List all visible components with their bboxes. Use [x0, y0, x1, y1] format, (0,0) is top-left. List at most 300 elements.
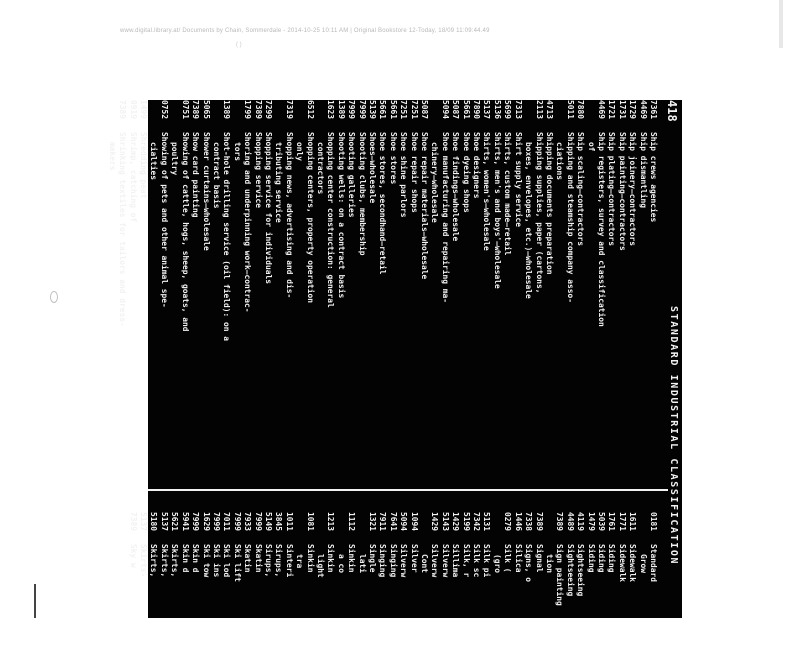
industry-name: Sky w: [128, 544, 138, 568]
index-entry: [523, 100, 533, 472]
sic-code: 1011: [284, 512, 294, 532]
industry-name: Skin d: [191, 544, 201, 573]
industry-name: Ski tow: [201, 544, 211, 578]
sic-code: 4489: [565, 512, 575, 532]
industry-name: (gro: [492, 554, 502, 574]
index-entry: [159, 100, 169, 472]
sic-code: 7251: [399, 100, 409, 120]
sic-code: 6512: [305, 100, 315, 120]
index-entry: [179, 100, 189, 472]
index-entry: [627, 100, 637, 472]
sic-code: 5094: [399, 512, 409, 532]
index-entry: [544, 512, 554, 652]
index-entry: [616, 100, 626, 472]
sic-code: 7011: [222, 512, 232, 532]
index-entry: [356, 512, 366, 652]
running-title: STANDARD INDUSTRIAL CLASSIFICATION: [668, 306, 679, 566]
sic-code: 7641: [388, 512, 398, 532]
index-entry: [273, 512, 283, 652]
industry-name: Shipping documents preparation: [544, 132, 554, 275]
index-entry: [460, 100, 470, 472]
industry-name: makers: [107, 142, 117, 171]
index-entry: [648, 100, 658, 472]
industry-name: Sinteri: [284, 544, 294, 578]
sic-code: 1389: [336, 100, 346, 120]
sic-code: 2113: [534, 100, 544, 120]
index-entry: [596, 100, 606, 472]
sic-code: 7999: [357, 100, 367, 120]
index-entry: [439, 512, 449, 652]
sic-code: 1499: [139, 100, 149, 120]
sic-code: 5065: [201, 100, 211, 120]
sic-code: 7389: [118, 100, 128, 120]
scan-subheader-text: ( ): [236, 42, 242, 48]
industry-name: ciations: [555, 142, 565, 181]
index-entry: [564, 512, 574, 652]
industry-name: Shooting galleries: [347, 132, 357, 218]
industry-name: Skin d: [180, 544, 190, 573]
sic-code: 7999: [347, 100, 357, 120]
sic-code: 5039: [596, 512, 606, 532]
index-entry: [575, 512, 585, 652]
index-entry: [263, 512, 273, 652]
sic-code: 5011: [565, 100, 575, 120]
index-entry: [273, 100, 283, 472]
industry-name: Shoe designers: [472, 132, 482, 199]
sic-code: 0919: [128, 100, 138, 120]
industry-name: tion: [544, 554, 554, 574]
sic-code: 3845: [274, 512, 284, 532]
index-entry: [367, 100, 377, 472]
sic-code: 5131: [482, 512, 492, 532]
page-number: 418: [665, 100, 679, 122]
sic-code: 5137: [482, 100, 492, 120]
index-entry: [242, 512, 252, 652]
index-entry: [252, 100, 262, 472]
industry-name: contractors: [316, 142, 325, 195]
sic-code: 5137: [159, 512, 169, 532]
index-entry: [419, 100, 429, 472]
industry-name: Shoe dyeing shops: [461, 132, 471, 213]
index-entry: [419, 512, 429, 652]
index-entry: [481, 512, 491, 652]
industry-name: Skatin: [253, 544, 263, 573]
binder-hole: [50, 291, 58, 303]
index-entry: [596, 512, 606, 652]
industry-name: lati: [357, 554, 367, 574]
index-entry: [606, 512, 616, 652]
industry-name: Skirts,: [149, 544, 159, 578]
industry-name: light: [316, 554, 325, 578]
index-entry: [512, 100, 522, 472]
industry-name: Sinkin: [347, 544, 357, 573]
industry-name: Single: [368, 544, 378, 573]
industry-name: Sightseeing: [576, 544, 586, 597]
sic-code: 5139: [368, 100, 378, 120]
sic-code: 4119: [576, 512, 586, 532]
sic-code: 5941: [180, 512, 190, 532]
sic-code: 5143: [440, 512, 450, 532]
index-entry: [585, 512, 595, 652]
sic-code: 7890: [472, 100, 482, 120]
index-entry: [533, 100, 543, 472]
sic-code: 1761: [607, 512, 617, 532]
industry-name: Ski lift: [232, 544, 242, 583]
industry-name: tra: [295, 554, 305, 569]
industry-name: Silk pi: [482, 544, 492, 578]
sic-code: 7389: [534, 512, 544, 532]
sic-code: 7299: [263, 100, 273, 120]
sic-code: 1429: [451, 512, 461, 532]
index-entry: [512, 512, 522, 652]
rotated-page-content: [107, 100, 682, 618]
industry-name: Shipping supplies, paper (cartons,: [534, 132, 544, 294]
index-entry: [616, 512, 626, 652]
industry-name: Siding: [607, 544, 617, 573]
sic-code: 7999: [253, 512, 263, 532]
industry-name: Shirt supply service: [513, 132, 523, 228]
sic-code: 7880: [576, 100, 586, 120]
industry-name: Singing: [378, 544, 388, 578]
index-entry: [283, 100, 293, 472]
sic-code: 1629: [201, 512, 211, 532]
industry-name: Shoe shine parlors: [399, 132, 409, 218]
industry-name: Silk, r: [461, 544, 471, 578]
industry-name: Silverw: [430, 544, 440, 578]
index-entry: [200, 100, 210, 472]
industry-name: Shrinking textiles for tailors and dress-: [118, 132, 128, 327]
industry-name: Siding: [586, 544, 596, 573]
sic-code: 7251: [409, 100, 419, 120]
sic-code: 1611: [628, 512, 638, 532]
industry-name: Silver: [409, 544, 419, 573]
sic-code: 1389: [222, 100, 232, 120]
sic-code: 1721: [607, 100, 617, 120]
index-entry: [450, 100, 460, 472]
index-entry: [367, 512, 377, 652]
sic-code: 1446: [513, 512, 523, 532]
index-entry: [169, 100, 179, 472]
index-entry: [387, 512, 397, 652]
industry-name: Sinkin: [326, 544, 336, 573]
industry-name: Shirts, women's—wholesale: [482, 132, 492, 251]
sic-code: 1429: [430, 512, 440, 532]
index-entry: [564, 100, 574, 472]
industry-name: Showing of pets and other animal spe-: [159, 132, 169, 308]
sic-code: 4713: [544, 100, 554, 120]
industry-name: chinery—wholesale: [430, 142, 440, 223]
index-entry: [200, 512, 210, 652]
sic-code: 1479: [586, 512, 596, 532]
sic-code: 1094: [409, 512, 419, 532]
sic-code: 0751: [180, 100, 190, 120]
sic-code: 5661: [388, 100, 398, 120]
sic-code: 0279: [503, 512, 513, 532]
index-entry: [179, 512, 189, 652]
industry-name: contract basis: [211, 142, 221, 209]
index-entry: [325, 100, 335, 472]
sic-code: 1112: [347, 512, 357, 532]
industry-name: Shoe repair materials—wholesale: [420, 132, 430, 280]
index-entry: [627, 512, 637, 652]
industry-name: Shower curtains—wholesale: [201, 132, 211, 251]
index-entry: [294, 512, 304, 652]
industry-name: only: [295, 142, 305, 162]
index-entry: [398, 100, 408, 472]
index-entry: [138, 100, 148, 472]
index-entry: [637, 512, 647, 652]
index-entry: [231, 100, 241, 472]
index-entry: [211, 100, 221, 472]
industry-name: Skirts,: [170, 544, 180, 578]
industry-name: Ship dismantling: [638, 132, 648, 209]
index-entry: [460, 512, 470, 652]
industry-name: Shopping service for individuals: [263, 132, 273, 285]
industry-name: Shipping and steamship company asso-: [565, 132, 575, 304]
industry-name: Sinkin: [305, 544, 315, 573]
sic-code: 5087: [420, 100, 430, 120]
entry-column-right: [127, 512, 658, 652]
index-entry: [117, 100, 127, 472]
industry-name: Signs, o: [524, 544, 534, 583]
industry-name: Sidewalk: [628, 544, 638, 583]
index-entry: [294, 100, 304, 472]
industry-name: Signal: [534, 544, 544, 573]
sic-code: 1771: [617, 512, 627, 532]
sic-code: 1731: [617, 100, 627, 120]
index-entry: [231, 512, 241, 652]
industry-name: Shirts, men's and boys'—wholesale: [492, 132, 502, 289]
index-entry: [637, 100, 647, 472]
sic-code: 4469: [596, 100, 606, 120]
industry-name: Ship crews agencies: [649, 132, 658, 223]
index-entry: [304, 512, 314, 652]
sic-code: 7389: [253, 100, 263, 120]
index-entry: [377, 512, 387, 652]
index-entry: [335, 512, 345, 652]
index-entry: [346, 100, 356, 472]
industry-name: Ship registers, survey and classification: [596, 132, 606, 327]
index-entry: [325, 512, 335, 652]
industry-name: Shot-hole drilling service (oil field): on a: [222, 132, 232, 342]
sic-code: 7338: [524, 512, 534, 532]
sic-code: 5621: [170, 512, 180, 532]
index-entry: [221, 100, 231, 472]
sic-code: 7999: [232, 512, 242, 532]
sic-code: 7389: [191, 100, 201, 120]
index-entry: [211, 512, 221, 652]
industry-name: Singing: [388, 544, 398, 578]
industry-name: Ski lod: [222, 544, 232, 578]
index-entry: [492, 100, 502, 472]
industry-name: Shopping center construction: general: [326, 132, 336, 308]
index-entry: [387, 100, 397, 472]
index-entry: [471, 100, 481, 472]
index-entry: [408, 100, 418, 472]
industry-name: Sillima: [451, 544, 461, 578]
index-entry: [502, 100, 512, 472]
index-entry: [148, 100, 158, 472]
industry-name: Ship joinery—contractors: [628, 132, 638, 247]
industry-name: Skatin: [243, 544, 253, 573]
sic-code: 1321: [368, 512, 378, 532]
sic-code: 5094: [440, 100, 450, 120]
sic-code: 5136: [492, 100, 502, 120]
index-entry: [575, 100, 585, 472]
industry-name: Skirts,: [159, 544, 169, 578]
industry-name: Silk sc: [472, 544, 482, 578]
industry-name: tributing service: [274, 142, 284, 223]
industry-name: Silverw: [440, 544, 450, 578]
industry-name: Cont: [420, 554, 430, 574]
sic-code: 1729: [628, 100, 638, 120]
column-divider: [148, 489, 668, 491]
index-entry: [148, 512, 158, 652]
sic-code: 4469: [638, 100, 648, 120]
sic-code: 0181: [649, 512, 658, 532]
index-entry: [190, 512, 200, 652]
industry-name: Ski ins: [211, 544, 221, 578]
index-entry: [450, 512, 460, 652]
index-entry: [127, 512, 137, 652]
sic-code: 7911: [378, 512, 388, 532]
industry-name: Shoe repair shops: [409, 132, 419, 213]
sic-code: 1623: [326, 100, 336, 120]
index-entry: [221, 512, 231, 652]
industry-name: Shoes—wholesale: [368, 132, 378, 204]
index-entry: [481, 100, 491, 472]
industry-name: Silverw: [399, 544, 409, 578]
industry-name: Sidewalk: [617, 544, 627, 583]
sic-code: 1081: [305, 512, 315, 532]
industry-name: Showing of cattle, hogs, sheep, goats, and: [180, 132, 190, 332]
industry-name: Show card painting: [191, 132, 201, 218]
index-entry: [554, 512, 564, 652]
scan-edge-mark: [34, 584, 36, 618]
index-entry: [346, 512, 356, 652]
sic-code: 7389: [128, 512, 138, 532]
index-entry: [471, 512, 481, 652]
index-entry: [315, 100, 325, 472]
index-entry: [502, 512, 512, 652]
industry-name: Silk (: [503, 544, 513, 573]
entry-column-left: [106, 100, 658, 472]
sic-code: 7933: [243, 512, 253, 532]
index-entry: [606, 100, 616, 472]
industry-name: poultry: [170, 142, 180, 176]
index-entry: [252, 512, 262, 652]
index-entry: [648, 512, 658, 652]
industry-name: a co: [336, 554, 346, 574]
index-entry: [429, 100, 439, 472]
index-entry: [304, 100, 314, 472]
industry-name: Skirts-: [139, 544, 149, 578]
industry-name: Sirups,: [263, 544, 273, 578]
index-entry: [356, 100, 366, 472]
index-entry: [242, 100, 252, 472]
sic-code: 5149: [263, 512, 273, 532]
industry-name: Sirups,: [274, 544, 284, 578]
sic-code: 7999: [191, 512, 201, 532]
index-entry: [159, 512, 169, 652]
industry-name: of: [586, 142, 596, 152]
index-entry: [263, 100, 273, 472]
sic-code: 7342: [472, 512, 482, 532]
industry-name: Shoe findings—wholesale: [451, 132, 461, 242]
sic-code: 5199: [461, 512, 471, 532]
index-entry: [408, 512, 418, 652]
index-entry: [169, 512, 179, 652]
industry-name: cialties: [149, 142, 159, 181]
index-entry: [492, 512, 502, 652]
industry-name: Shoe manufacturing and repairing ma-: [440, 132, 450, 304]
industry-name: Standard: [649, 544, 658, 583]
industry-name: Shoe stores, secondhand—retail: [378, 132, 388, 275]
industry-name: Silica: [513, 544, 523, 573]
industry-name: Shredding peat: [139, 132, 149, 199]
industry-name: Shopping service: [253, 132, 263, 209]
index-entry: [138, 512, 148, 652]
index-entry: [127, 100, 137, 472]
index-entry: [523, 512, 533, 652]
sic-code: 7999: [211, 512, 221, 532]
index-entry: [554, 100, 564, 472]
industry-name: Siding: [596, 544, 606, 573]
scan-edge-shadow: [779, 0, 783, 48]
industry-name: Shoring and underpinning work—contrac-: [243, 132, 253, 313]
index-entry: [335, 100, 345, 472]
sic-code: 5137: [139, 512, 149, 532]
industry-name: Shooting wells: on a contract basis: [336, 132, 346, 299]
index-entry: [439, 100, 449, 472]
industry-name: Ship scaling—contractors: [576, 132, 586, 247]
industry-name: Shrimp, catching of: [128, 132, 138, 223]
scanned-page: [107, 100, 682, 618]
industry-name: Sign painting: [555, 544, 565, 606]
industry-name: Shoe stores: [388, 132, 398, 185]
index-entry: [283, 512, 293, 652]
index-entry: [429, 512, 439, 652]
sic-code: 7389: [555, 512, 565, 532]
industry-name: Shooting clubs, membership: [357, 132, 367, 256]
index-entry: [106, 100, 116, 472]
sic-code: 0752: [159, 100, 169, 120]
industry-name: Shopping centers, property operation: [305, 132, 315, 304]
industry-name: Ship plating—contractors: [607, 132, 617, 247]
index-entry: [533, 512, 543, 652]
sic-code: 7361: [649, 100, 658, 120]
sic-code: 7319: [284, 100, 294, 120]
industry-name: Sightseeing: [565, 544, 575, 597]
industry-name: boxes, envelopes, etc.)—wholesale: [524, 142, 534, 299]
index-entry: [398, 512, 408, 652]
industry-name: Ship painting—contractors: [617, 132, 627, 251]
index-entry: [585, 100, 595, 472]
industry-name: Shopping news, advertising and dis-: [284, 132, 294, 299]
sic-code: 5661: [378, 100, 388, 120]
industry-name: tors: [232, 142, 242, 162]
industry-name: Shirts, custom made—retail: [503, 132, 513, 256]
sic-code: 1799: [243, 100, 253, 120]
industry-name: Grow: [638, 554, 648, 574]
sic-code: 5180: [149, 512, 159, 532]
sic-code: 5087: [451, 100, 461, 120]
index-entry: [544, 100, 554, 472]
sic-code: 5699: [503, 100, 513, 120]
sic-code: 7313: [513, 100, 523, 120]
index-entry: [315, 512, 325, 652]
index-entry: [190, 100, 200, 472]
